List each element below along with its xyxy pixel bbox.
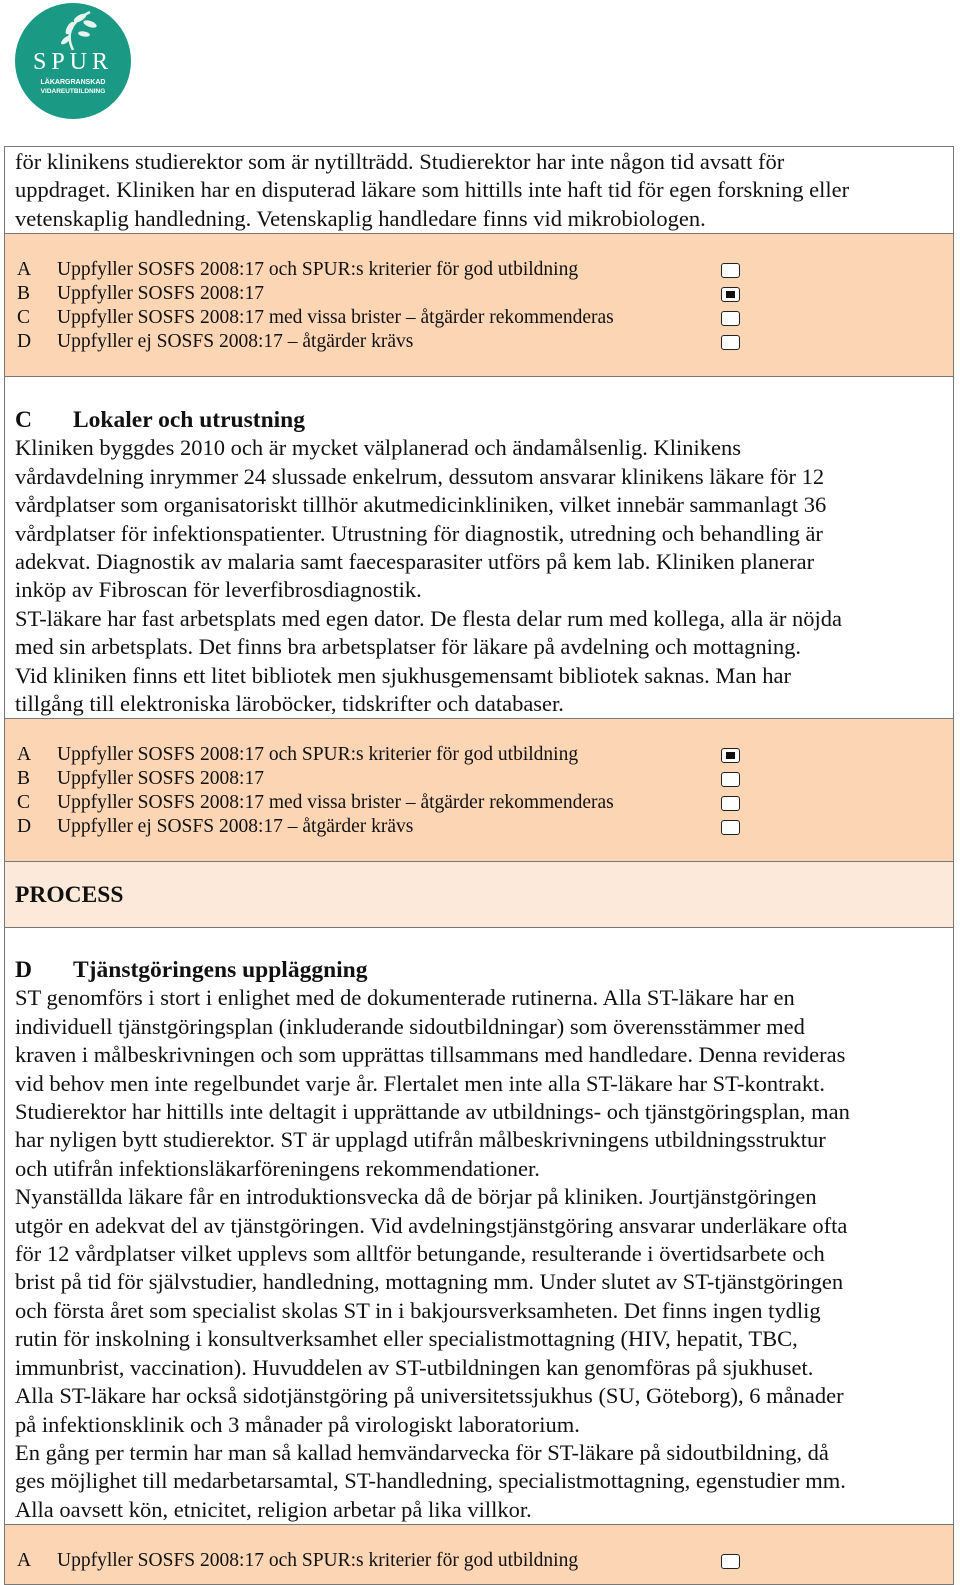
text-line: ges möjlighet till medarbetarsamtal, ST-handledning, specialistmottagning, egenstudier mm. (15, 1468, 846, 1494)
grade-text: Uppfyller SOSFS 2008:17 (57, 768, 264, 789)
text-line: vårdplatser som organisatoriskt tillhör akutmedicinkliniken, vilket innebär sammanlagt 36 (15, 492, 827, 518)
text-line: vetenskaplig handledning. Vetenskaplig handledare finns vid mikrobiologen. (15, 205, 706, 231)
spur-logo (14, 2, 132, 120)
grade-text: Uppfyller SOSFS 2008:17 och SPUR:s kriterier för god utbildning (57, 1550, 579, 1571)
section-letter: C (15, 407, 32, 433)
section-d (5, 928, 953, 1525)
grade-block-2 (5, 719, 953, 862)
section-title: Lokaler och utrustning (73, 407, 305, 433)
section-letter: D (15, 957, 32, 983)
grade-letter: A (17, 259, 32, 280)
grade-block-3 (5, 1525, 953, 1585)
grade-letter: B (17, 768, 31, 789)
grade-text: Uppfyller ej SOSFS 2008:17 – åtgärder krävs (57, 816, 414, 837)
grade-letter: B (17, 283, 31, 304)
grade-option-a (17, 258, 953, 282)
text-line: Vid kliniken finns ett litet bibliotek men sjukhusgemensamt bibliotek saknas. Man har (15, 662, 792, 688)
logo-main-text: SPUR (32, 49, 114, 75)
text-line: utgör en adekvat del av tjänstgöringen. Vid avdelningstjänstgöring ansvarar underläkare ofta (15, 1212, 848, 1238)
grade-option-d (17, 330, 953, 354)
text-line: individuell tjänstgöringsplan (inkluderande sidoutbildningar) som överensstämmer med (15, 1013, 805, 1039)
grade-checkbox[interactable] (721, 796, 740, 811)
document-table (4, 146, 954, 1585)
section-title: Tjänstgöringens uppläggning (73, 957, 368, 983)
grade-text: Uppfyller SOSFS 2008:17 med vissa brister – åtgärder rekommenderas (57, 307, 614, 328)
grade-checkbox[interactable] (721, 820, 740, 835)
grade-letter: C (17, 307, 31, 328)
grade-checkbox[interactable] (721, 1554, 740, 1569)
process-title: PROCESS (15, 882, 124, 908)
grade-letter: A (17, 1550, 32, 1571)
grade-option-b (17, 282, 953, 306)
process-cell (5, 862, 953, 928)
text-line: immunbrist, vaccination). Huvuddelen av ST-utbildningen kan genomföras på sjukhuset. (15, 1354, 814, 1380)
text-line: Nyanställda läkare får en introduktionsvecka då de börjar på kliniken. Jourtjänstgöringen (15, 1184, 817, 1210)
text-line: för klinikens studierektor som är nytillträdd. Studierektor har inte någon tid avsatt för (15, 149, 785, 174)
grade-option-c (17, 306, 953, 330)
text-line: och utifrån infektionsläkarföreningens rekommendationer. (15, 1155, 540, 1181)
text-line: Alla oavsett kön, etnicitet, religion arbetar på lika villkor. (15, 1496, 532, 1522)
text-line: Kliniken byggdes 2010 och är mycket välplanerad och ändamålsenlig. Klinikens (15, 435, 742, 461)
grade-checkbox[interactable] (721, 748, 740, 763)
text-line: Studierektor har hittills inte deltagit i upprättande av utbildnings- och tjänstgöringsplan, man (15, 1099, 850, 1125)
grade-checkbox[interactable] (721, 311, 740, 326)
grade-checkbox[interactable] (721, 772, 740, 787)
grade-letter: D (17, 331, 32, 352)
text-line: och första året som specialist skolas ST in i bakjoursverksamheten. Det finns ingen tydlig (15, 1297, 821, 1323)
grade-letter: C (17, 792, 31, 813)
grade-option-c (17, 791, 953, 815)
grade-option-d (17, 815, 953, 839)
section-c (5, 377, 953, 719)
grade-letter: D (17, 816, 32, 837)
text-line: har nyligen bytt studierektor. ST är upplagd utifrån målbeskrivningens utbildningsstruktur (15, 1127, 826, 1153)
grade-checkbox[interactable] (721, 263, 740, 278)
text-line: vårdavdelning inrymmer 24 slussade enkelrum, dessutom ansvarar klinikens läkare för 12 (15, 463, 825, 489)
section-heading (15, 956, 943, 984)
grade-text: Uppfyller SOSFS 2008:17 och SPUR:s kriterier för god utbildning (57, 744, 579, 765)
grade-checkbox[interactable] (721, 287, 740, 302)
text-line: tillgång till elektroniska läroböcker, tidskrifter och databaser. (15, 691, 564, 717)
logo-subtext-1: LÄKARGRANSKAD (40, 79, 106, 86)
grade-option-a (17, 743, 953, 767)
text-line: på infektionsklinik och 3 månader på virologiskt laboratorium. (15, 1411, 580, 1437)
grade-letter: A (17, 744, 32, 765)
grade-text: Uppfyller SOSFS 2008:17 med vissa brister – åtgärder rekommenderas (57, 792, 614, 813)
grade-option-a (17, 1549, 953, 1573)
grade-checkbox[interactable] (721, 335, 740, 350)
grade-block-1 (5, 234, 953, 377)
text-line: kraven i målbeskrivningen och som upprättas tillsammans med handledare. Denna revideras (15, 1042, 846, 1068)
text-line: vid behov men inte regelbundet varje år. Flertalet men inte alla ST-läkare har ST-kontrakt. (15, 1070, 825, 1096)
section-heading (15, 406, 943, 434)
grade-option-b (17, 767, 953, 791)
text-line: med sin arbetsplats. Det finns bra arbetsplatser för läkare på avdelning och mottagning. (15, 634, 802, 660)
text-line: inköp av Fibroscan för leverfibrosdiagnostik. (15, 577, 422, 603)
text-line: vårdplatser för infektionspatienter. Utrustning för diagnostik, utredning och behandling är (15, 520, 823, 546)
text-line: ST genomförs i stort i enlighet med de dokumenterade rutinerna. Alla ST-läkare har en (15, 985, 795, 1011)
text-line: uppdraget. Kliniken har en disputerad läkare som hittills inte haft tid för egen forskning eller (15, 177, 850, 203)
grade-text: Uppfyller SOSFS 2008:17 och SPUR:s kriterier för god utbildning (57, 259, 579, 280)
logo-subtext-2: VIDAREUTBILDNING (40, 88, 106, 95)
text-line: brist på tid för självstudier, handledning, mottagning mm. Under slutet av ST-tjänstgöringen (15, 1269, 844, 1295)
grade-text: Uppfyller SOSFS 2008:17 (57, 283, 264, 304)
text-line: ST-läkare har fast arbetsplats med egen dator. De flesta delar rum med kollega, alla är nöjda (15, 605, 842, 631)
text-line: En gång per termin har man så kallad hemvändarvecka för ST-läkare på sidoutbildning, då (15, 1439, 829, 1465)
grade-text: Uppfyller ej SOSFS 2008:17 – åtgärder krävs (57, 331, 414, 352)
intro-cell (5, 147, 953, 234)
text-line: rutin för inskolning i konsultverksamhet eller specialistmottagning (HIV, hepatit, TBC, (15, 1326, 798, 1352)
text-line: Alla ST-läkare har också sidotjänstgöring på universitetssjukhus (SU, Göteborg), 6 månader (15, 1383, 844, 1409)
text-line: för 12 vårdplatser vilket upplevs som alltför betungande, resulterande i övertidsarbete och (15, 1241, 825, 1267)
text-line: adekvat. Diagnostik av malaria samt faecesparasiter utförs på kem lab. Kliniken planerar (15, 549, 815, 575)
